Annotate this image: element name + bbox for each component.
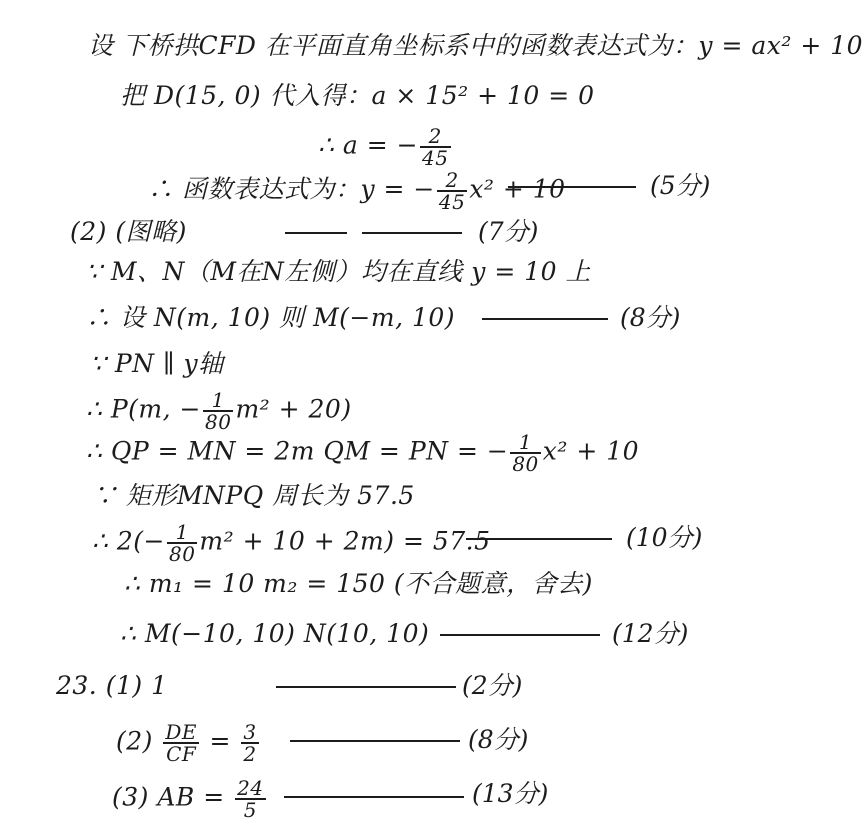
line-3-text: ∴ a = − xyxy=(318,130,419,160)
line-16-numerator-1: DE xyxy=(165,720,198,744)
line-14-coordinates: ∴ M(−10, 10) N(10, 10) xyxy=(120,619,430,648)
line-9-text: ∴ P(m, − xyxy=(86,394,201,424)
line-9-tail: m² + 20) xyxy=(235,394,352,424)
line-16-numerator-2: 3 xyxy=(243,720,257,744)
line-17-fraction xyxy=(235,778,265,820)
line-9-fraction xyxy=(203,390,233,432)
line-17-numerator: 24 xyxy=(237,776,264,800)
score-13: (13分) xyxy=(472,779,549,808)
line-4-fraction xyxy=(437,170,467,212)
line-9-denominator: 80 xyxy=(204,410,232,434)
line-4-numerator: 2 xyxy=(437,170,467,192)
score-10: (10分) xyxy=(626,523,703,552)
line-12-text-a: ∴ 2(− xyxy=(92,526,165,556)
line-7-dash xyxy=(482,318,608,320)
line-6-mn-on-line: ∵ M、N（M在N左侧）均在直线 y = 10 上 xyxy=(86,257,591,286)
line-7-set-n: ∴ 设 N(m, 10) 则 M(−m, 10) xyxy=(86,303,456,332)
line-9-point-p xyxy=(86,390,352,432)
line-10-tail: x² + 10 xyxy=(542,436,640,466)
score-5: (5分) xyxy=(650,171,711,200)
line-12-dash xyxy=(466,538,612,540)
line-17-denominator: 5 xyxy=(243,798,257,822)
line-16-q23-part2 xyxy=(116,722,261,764)
line-3-a-value xyxy=(318,126,453,168)
line-10-fraction xyxy=(510,432,540,474)
line-17-q23-part3 xyxy=(112,778,268,820)
line-8-pn-parallel: ∵ PN ∥ y轴 xyxy=(90,349,224,378)
line-16-denominator-1: CF xyxy=(166,742,197,766)
score-8: (8分) xyxy=(620,303,681,332)
line-17-text: (3) AB = xyxy=(112,782,225,812)
line-16-fraction-1 xyxy=(163,722,199,764)
line-16-denominator-2: 2 xyxy=(243,742,257,766)
line-10-sides xyxy=(86,432,639,474)
line-15-dash xyxy=(276,686,456,688)
line-17-dash xyxy=(284,796,464,798)
line-3-denominator: 45 xyxy=(422,146,449,170)
line-10-text: ∴ QP = MN = 2m QM = PN = − xyxy=(86,436,509,466)
line-5-dash-b xyxy=(362,232,462,234)
score-8b: (8分) xyxy=(468,725,529,754)
line-5-part-2: (2) (图略) xyxy=(70,217,187,246)
line-16-label: (2) xyxy=(116,726,153,756)
line-15-q23-part1: 23. (1) 1 xyxy=(56,671,168,700)
line-14-dash xyxy=(440,634,600,636)
line-16-dash xyxy=(290,740,460,742)
line-12-fraction xyxy=(167,522,197,564)
score-2: (2分) xyxy=(462,671,523,700)
line-4-expression xyxy=(148,170,566,212)
line-9-numerator: 1 xyxy=(203,390,233,412)
line-2-substitute-d: 把 D(15, 0) 代入得：a × 15² + 10 = 0 xyxy=(120,81,595,110)
line-13-solutions: ∴ m₁ = 10 m₂ = 150 (不合题意，舍去) xyxy=(124,569,593,598)
line-11-perimeter: ∵ 矩形MNPQ 周长为 57.5 xyxy=(92,481,415,510)
line-4-denominator: 45 xyxy=(438,190,466,214)
line-4-dash xyxy=(508,186,636,188)
line-4-tail: x² + 10 xyxy=(469,174,566,204)
line-12-text-b: m² + 10 + 2m) = 57.5 xyxy=(199,526,491,556)
line-5-dash-a xyxy=(285,232,347,234)
line-12-denominator: 80 xyxy=(168,542,196,566)
line-4-text: ∴ 函数表达式为：y = − xyxy=(148,174,435,204)
line-1-function-setup: 设 下桥拱CFD 在平面直角坐标系中的函数表达式为：y = ax² + 10 xyxy=(88,31,864,60)
score-7: (7分) xyxy=(478,217,539,246)
line-12-equation xyxy=(92,522,491,564)
score-12: (12分) xyxy=(612,619,689,648)
line-16-fraction-2 xyxy=(241,722,258,764)
line-3-fraction xyxy=(420,126,450,168)
line-10-denominator: 80 xyxy=(512,452,539,476)
line-3-numerator: 2 xyxy=(420,126,450,148)
line-10-numerator: 1 xyxy=(510,432,540,454)
line-16-equals: = xyxy=(209,726,231,756)
line-12-numerator: 1 xyxy=(167,522,197,544)
